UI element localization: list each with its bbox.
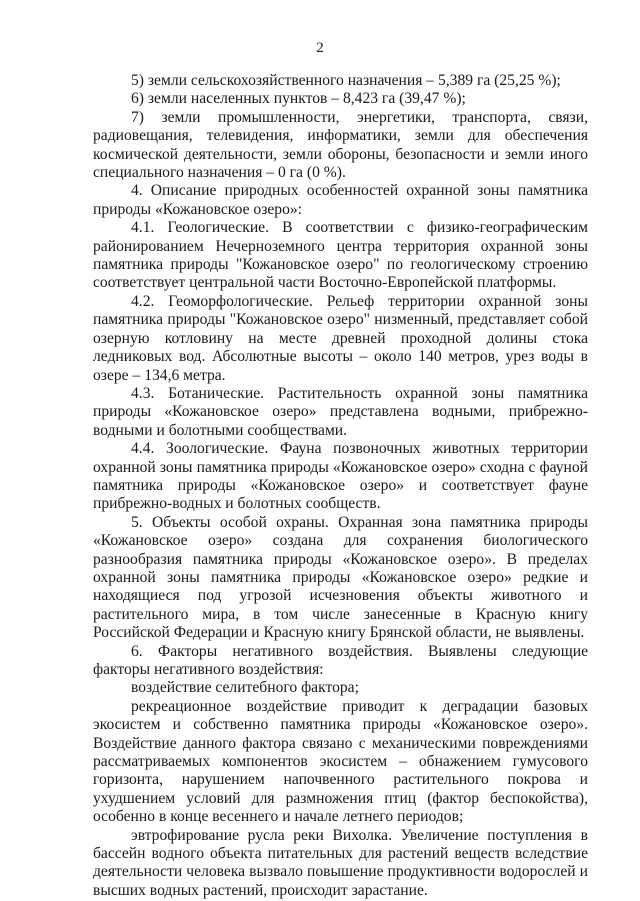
page-number: 2 [316,40,324,56]
document-body [93,72,588,900]
paragraph-land-agricultural: 5) земли сельскохозяйственного назначения – 5,389 га (25,25 %); [131,72,561,89]
paragraph-factor-eutrophication: эвтрофирование русла реки Вихолка. Увеличение поступления в бассейн водного объекта питательных для растений веществ вследствие деятельности человека вызвало повышение продуктивности водорослей и высших водных растений, происходит зарастание. [93,826,588,899]
paragraph-land-industry: 7) земли промышленности, энергетики, транспорта, связи, радиовещания, телевидения, информатики, земли для обеспечения космической деятельности, земли обороны, безопасности и земли иного специального назначения – 0 га (0 %). [93,108,588,182]
paragraph-5-protected-objects: 5. Объекты особой охраны. Охранная зона памятника природы «Кожановское озеро» создана для сохранения биологического разнообразия памятника природы «Кожановское озеро». В пределах охранной зоны памятника природы «Кожановское озеро» редкие и находящиеся под угрозой исчезновения объекты животного и растительного мира, в том числе занесенные в Красную книгу Российской Федерации и Красную книгу Брянской области, не выявлены. [93,513,588,642]
paragraph-factor-residential: воздействие селитебного фактора; [131,679,359,697]
paragraph-4-4-zoological: 4.4. Зоологические. Фауна позвоночных животных территории охранной зоны памятника природы «Кожановское озеро» сходна с фауной памятника природы «Кожановское озеро» и соответствует фауне прибрежно-водных и болотных сообществ. [93,440,588,513]
paragraph-4-1-geological: 4.1. Геологические. В соответствии с физико-географическим районированием Нечерноземного центра территория охранной зоны памятника природы "Кожановское озеро" по геологическому строению соответствует центральной части Восточно-Европейской платформы. [93,219,588,292]
paragraph-4-2-geomorphological: 4.2. Геоморфологические. Рельеф территории охранной зоны памятника природы "Кожановское озеро" низменный, представляет собой озерную котловину на месте древней проходной долины стока ледниковых вод. Абсолютные высоты – около 140 метров, урез воды в озере – 134,6 метра. [93,292,588,384]
paragraph-land-settlements: 6) земли населенных пунктов – 8,423 га (39,47 %); [131,90,466,108]
paragraph-6-negative-factors: 6. Факторы негативного воздействия. Выявлены следующие факторы негативного воздействия: [93,642,588,678]
paragraph-section-4-heading: 4. Описание природных особенностей охранной зоны памятника природы «Кожановское озеро»: [93,182,588,218]
paragraph-4-3-botanical: 4.3. Ботанические. Растительность охранной зоны памятника природы «Кожановское озеро» представлена водными, прибрежно-водными и болотными сообществами. [93,384,588,439]
paragraph-factor-recreational: рекреационное воздействие приводит к деградации базовых экосистем и собственно памятника природы «Кожановское озеро». Воздействие данного фактора связано с механическими повреждениями рассматриваемых компонентов экосистем – обнажением гумусового горизонта, нарушением напочвенного растительного покрова и ухудшением условий для размножения птиц (фактор беспокойства), особенно в конце весеннего и начале летнего периодов; [93,697,588,826]
